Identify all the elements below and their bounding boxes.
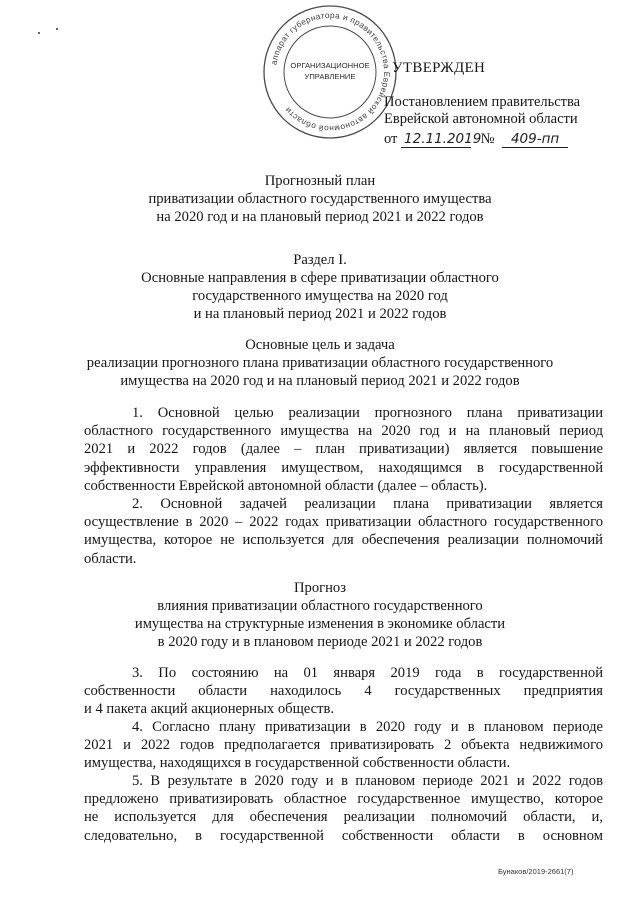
paragraph-line: имущества, находящихся в государственной собственности области.: [84, 755, 511, 772]
forecast-line: Прогноз: [294, 580, 346, 596]
paragraph-2: [84, 495, 603, 568]
title-line: Прогнозный план: [264, 173, 376, 189]
document-footer-code: Бунаков/2019-2661(7): [498, 867, 574, 876]
decree-number: 409-пп: [502, 132, 568, 148]
goals-line: имущества на 2020 год и на плановый период 2021 и 2022 годов: [120, 373, 520, 389]
paragraph-line: и 4 пакета акций акционерных обществ.: [84, 701, 335, 718]
number-label: №: [480, 131, 495, 147]
forecast-heading: [0, 579, 640, 651]
decree-date: 12.11.2019: [401, 132, 471, 148]
paragraph-1: [84, 404, 603, 495]
section-heading: [0, 251, 640, 323]
paragraph-line: 5. В результате в 2020 году и в плановом периоде 2021 и 2022 годов: [132, 773, 603, 789]
paragraph-line: 2021 и 2022 годов (далее – план приватизации) является повышение: [84, 441, 603, 458]
section-line: Основные направления в сфере приватизации областного: [141, 270, 499, 286]
section-line: и на плановый период 2021 и 2022 годов: [193, 306, 447, 322]
decree-date-number-row: [384, 131, 568, 148]
paragraph-line: предложено приватизировать областное государственное имущество, которое: [84, 791, 603, 808]
paragraph-line: имущества, которое не используется для обеспечения реализации полномочий: [84, 532, 603, 549]
forecast-line: влияния приватизации областного государственного: [157, 598, 483, 614]
paragraph-line: 3. По состоянию на 01 января 2019 года в государственной: [132, 665, 603, 681]
title-line: приватизации областного государственного имущества: [148, 191, 492, 207]
section-line: Раздел I.: [293, 252, 347, 268]
paragraph-line: собственности Еврейской автономной области (далее – область).: [84, 477, 488, 494]
paragraph-line: эффективности управления имуществом, находящимся в государственной: [84, 459, 603, 476]
paragraph-line: области.: [84, 550, 137, 567]
paragraph-line: 4. Согласно плану приватизации в 2020 году и в плановом периоде: [132, 719, 603, 735]
forecast-line: в 2020 году и в плановом периоде 2021 и 2022 годов: [157, 634, 483, 650]
goals-line: реализации прогнозного плана приватизации областного государственного: [86, 355, 554, 371]
paragraph-line: 2021 и 2022 годов предполагается приватизировать 2 объекта недвижимого: [84, 737, 603, 754]
goals-heading: [0, 336, 640, 390]
paragraph-line: 1. Основной целью реализации прогнозного плана приватизации: [132, 405, 603, 421]
approval-decree: [384, 94, 580, 128]
paragraph-line: осуществление в 2020 – 2022 годах приватизации областного государственного: [84, 514, 603, 531]
seal-center-line2: УПРАВЛЕНИЕ: [304, 72, 356, 81]
paragraph-line: областного государственного имущества на 2020 год и на плановый период: [84, 423, 603, 440]
organization-seal: [262, 4, 398, 140]
goals-line: Основные цель и задача: [245, 337, 395, 353]
paragraph-line: собственности области находилось 4 государственных предприятия: [84, 683, 603, 700]
paragraph-3: [84, 664, 603, 719]
document-title: [0, 172, 640, 226]
scan-speck: [56, 28, 58, 30]
paragraph-4: [84, 718, 603, 773]
title-line: на 2020 год и на плановый период 2021 и 2022 годов: [156, 209, 484, 225]
decree-line: Еврейской автономной области: [384, 111, 578, 127]
seal-center-line1: ОРГАНИЗАЦИОННОЕ: [290, 61, 370, 70]
paragraph-5: [84, 772, 603, 845]
section-line: государственного имущества на 2020 год: [192, 288, 448, 304]
approval-stamp-title: УТВЕРЖДЕН: [392, 60, 486, 76]
paragraph-line: следовательно, в государственной собственности области в основном: [84, 827, 603, 844]
decree-line: Постановлением правительства: [384, 94, 581, 110]
forecast-line: имущества на структурные изменения в экономике области: [134, 616, 506, 632]
from-label: от: [384, 131, 398, 147]
seal-ring-text: аппарат губернатора и правительства Еврейской автономной области: [269, 10, 392, 134]
paragraph-line: не используется для обеспечения реализации полномочий области, и,: [84, 809, 603, 826]
scan-speck: [38, 32, 40, 34]
paragraph-line: 2. Основной задачей реализации плана приватизации является: [132, 496, 603, 512]
